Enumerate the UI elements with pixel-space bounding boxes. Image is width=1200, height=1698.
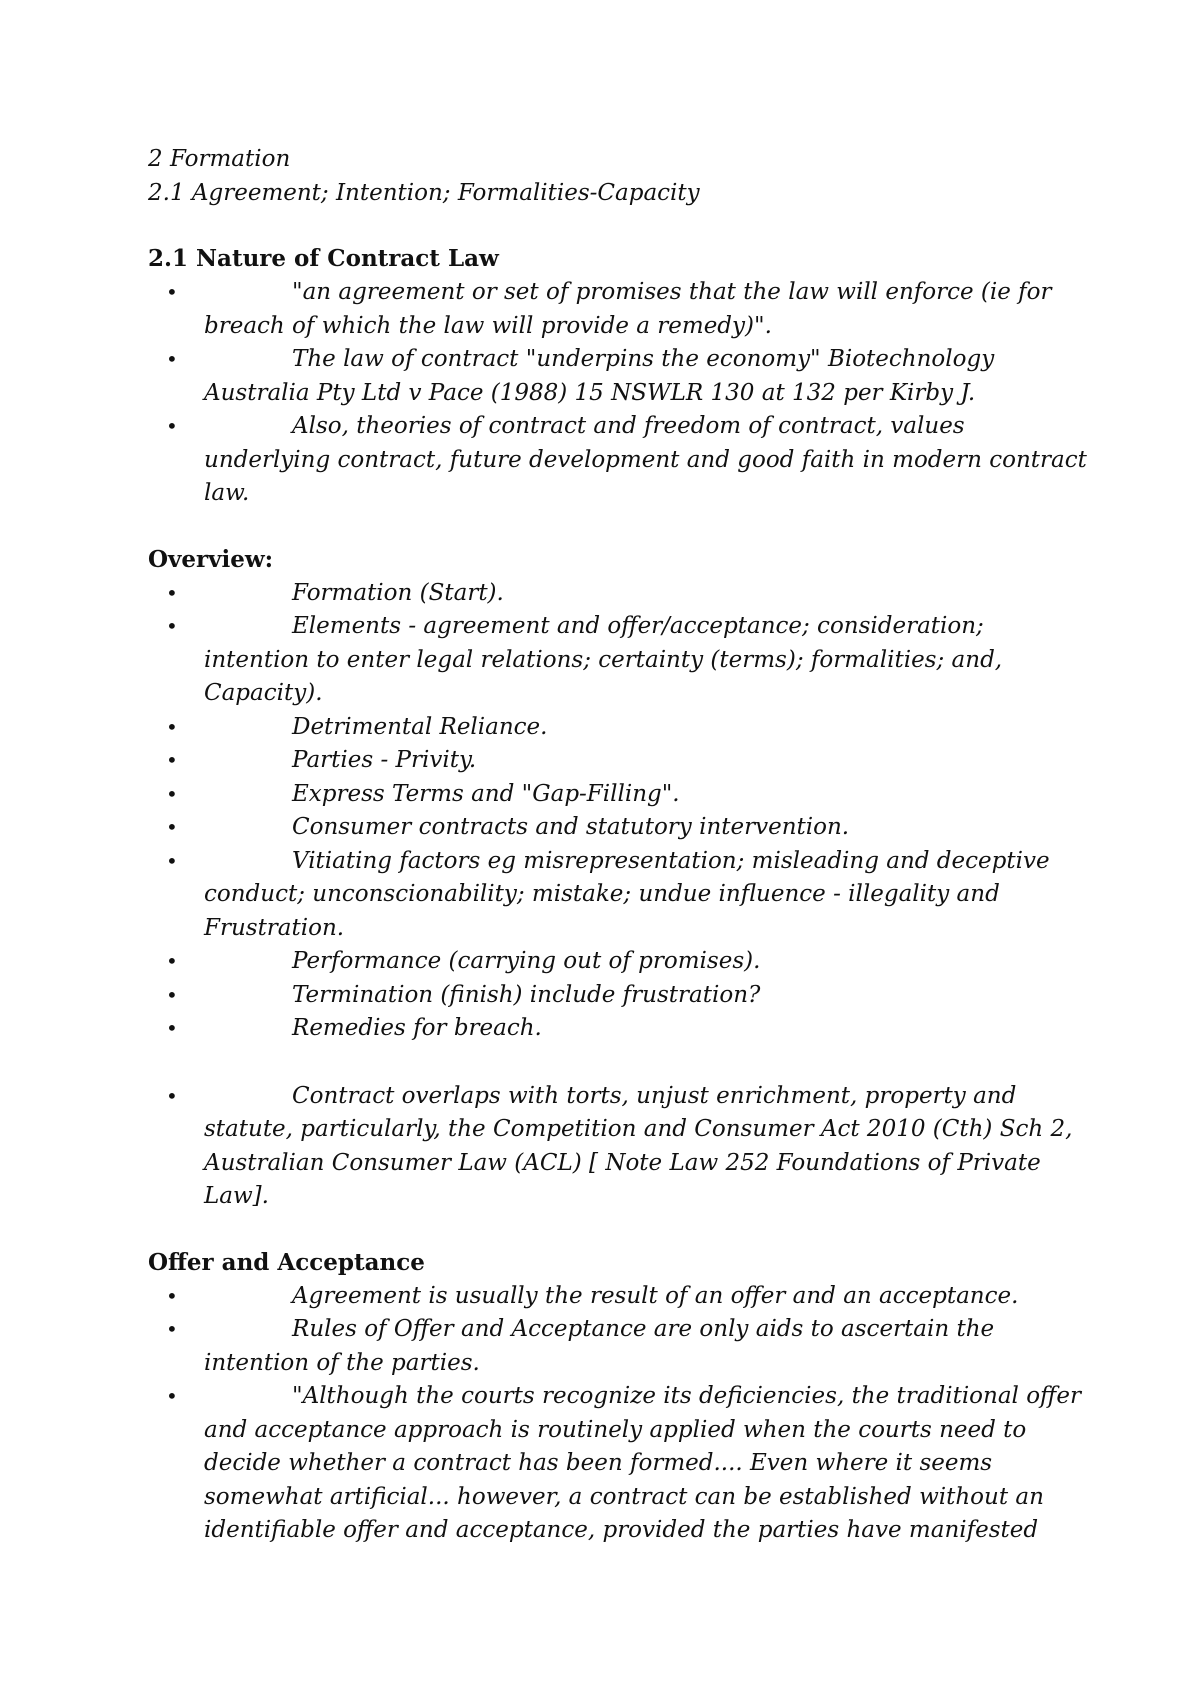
list-item [148,945,1088,979]
bullet-list-nature [148,276,1088,511]
list-item-text: Detrimental Reliance. [292,713,548,740]
list-item-text: "an agreement or set of promises that the law will enforce (ie for breach of which the law will provide a remedy)". [204,279,1052,339]
bullet-list-overview [148,577,1088,1214]
list-item-text: The law of contract "underpins the economy" Biotechnology Australia Pty Ltd v Pace (1988) 15 NSWLR 130 at 132 per Kirby J. [204,346,995,406]
bullet-icon: • [166,848,178,873]
list-item [148,845,1088,946]
list-item [148,811,1088,845]
list-item [148,343,1088,410]
list-item [148,276,1088,343]
bullet-list-offer-acceptance [148,1280,1088,1548]
list-item [148,410,1088,511]
chapter-heading: 2 Formation [148,146,291,172]
bullet-icon: • [166,1317,178,1341]
bullet-icon: • [166,280,178,304]
list-item-text: Elements - agreement and offer/acceptance; consideration; intention to enter legal relations; certainty (terms); formalities; and, Capacity). [204,613,1003,706]
document-page [148,142,1088,1548]
list-item [148,979,1088,1013]
bullet-icon: • [166,815,178,839]
list-item [148,1080,1088,1214]
bullet-icon: • [166,1016,178,1040]
list-item-text: Agreement is usually the result of an offer and an acceptance. [292,1282,1019,1309]
bullet-icon: • [166,580,178,605]
list-item-text: Remedies for breach. [292,1015,542,1041]
chapter-subheading: 2.1 Agreement; Intention; Formalities-Capacity [148,180,700,206]
list-item-text: Performance (carrying out of promises). [292,948,761,974]
bullet-icon: • [166,1384,178,1408]
list-item [148,1313,1088,1380]
bullet-icon: • [166,949,178,973]
list-item [148,711,1088,745]
bullet-icon: • [166,982,178,1007]
list-item-text: Vitiating factors eg misrepresentation; misleading and deceptive conduct; unconscionability; mistake; undue influence - illegality and Frustration. [204,847,1050,941]
bullet-icon: • [166,614,178,638]
list-item [148,778,1088,812]
list-item [148,1280,1088,1314]
list-item-text: Also, theories of contract and freedom of contract, values underlying contract, future development and good faith in modern contract law. [204,413,1087,506]
list-item [148,1380,1088,1548]
list-item-text: Parties - Privity. [292,747,477,773]
bullet-icon: • [166,414,178,438]
list-item-text: "Although the courts recognize its deficiencies, the traditional offer and acceptance approach is routinely applied when the courts need to decide whether a contract has been formed.... Even where it seems somewhat artificial... however, a contract can be established without an identifiable offer and acceptance, provided the parties have manifested [204,1383,1081,1543]
list-item [148,610,1088,711]
bullet-icon: • [166,1283,178,1308]
list-item-text: Formation (Start). [292,579,504,606]
list-item-text: Express Terms and "Gap-Filling". [292,780,680,807]
list-item-text: Consumer contracts and statutory intervention. [292,814,850,840]
list-item-text: Contract overlaps with torts, unjust enrichment, property and statute, particularly, the Competition and Consumer Act 2010 (Cth) Sch 2, Australian Consumer Law (ACL) [ Note Law 252 Foundations of Private Law]. [204,1082,1073,1209]
bullet-icon: • [166,714,178,739]
list-item [148,577,1088,611]
bullet-icon: • [166,748,178,772]
bullet-icon: • [166,781,178,806]
list-item [148,1012,1088,1046]
list-item-text: Termination (finish) include frustration? [292,981,761,1008]
list-item [148,744,1088,778]
section-title-offer-and-acceptance: Offer and Acceptance [148,1248,425,1276]
bullet-icon: • [166,347,178,371]
list-item-text: Rules of Offer and Acceptance are only aids to ascertain the intention of the parties. [204,1316,995,1376]
bullet-icon: • [166,1083,178,1108]
section-title-nature-of-contract-law: 2.1 Nature of Contract Law [148,245,499,272]
section-title-overview: Overview: [148,545,274,573]
